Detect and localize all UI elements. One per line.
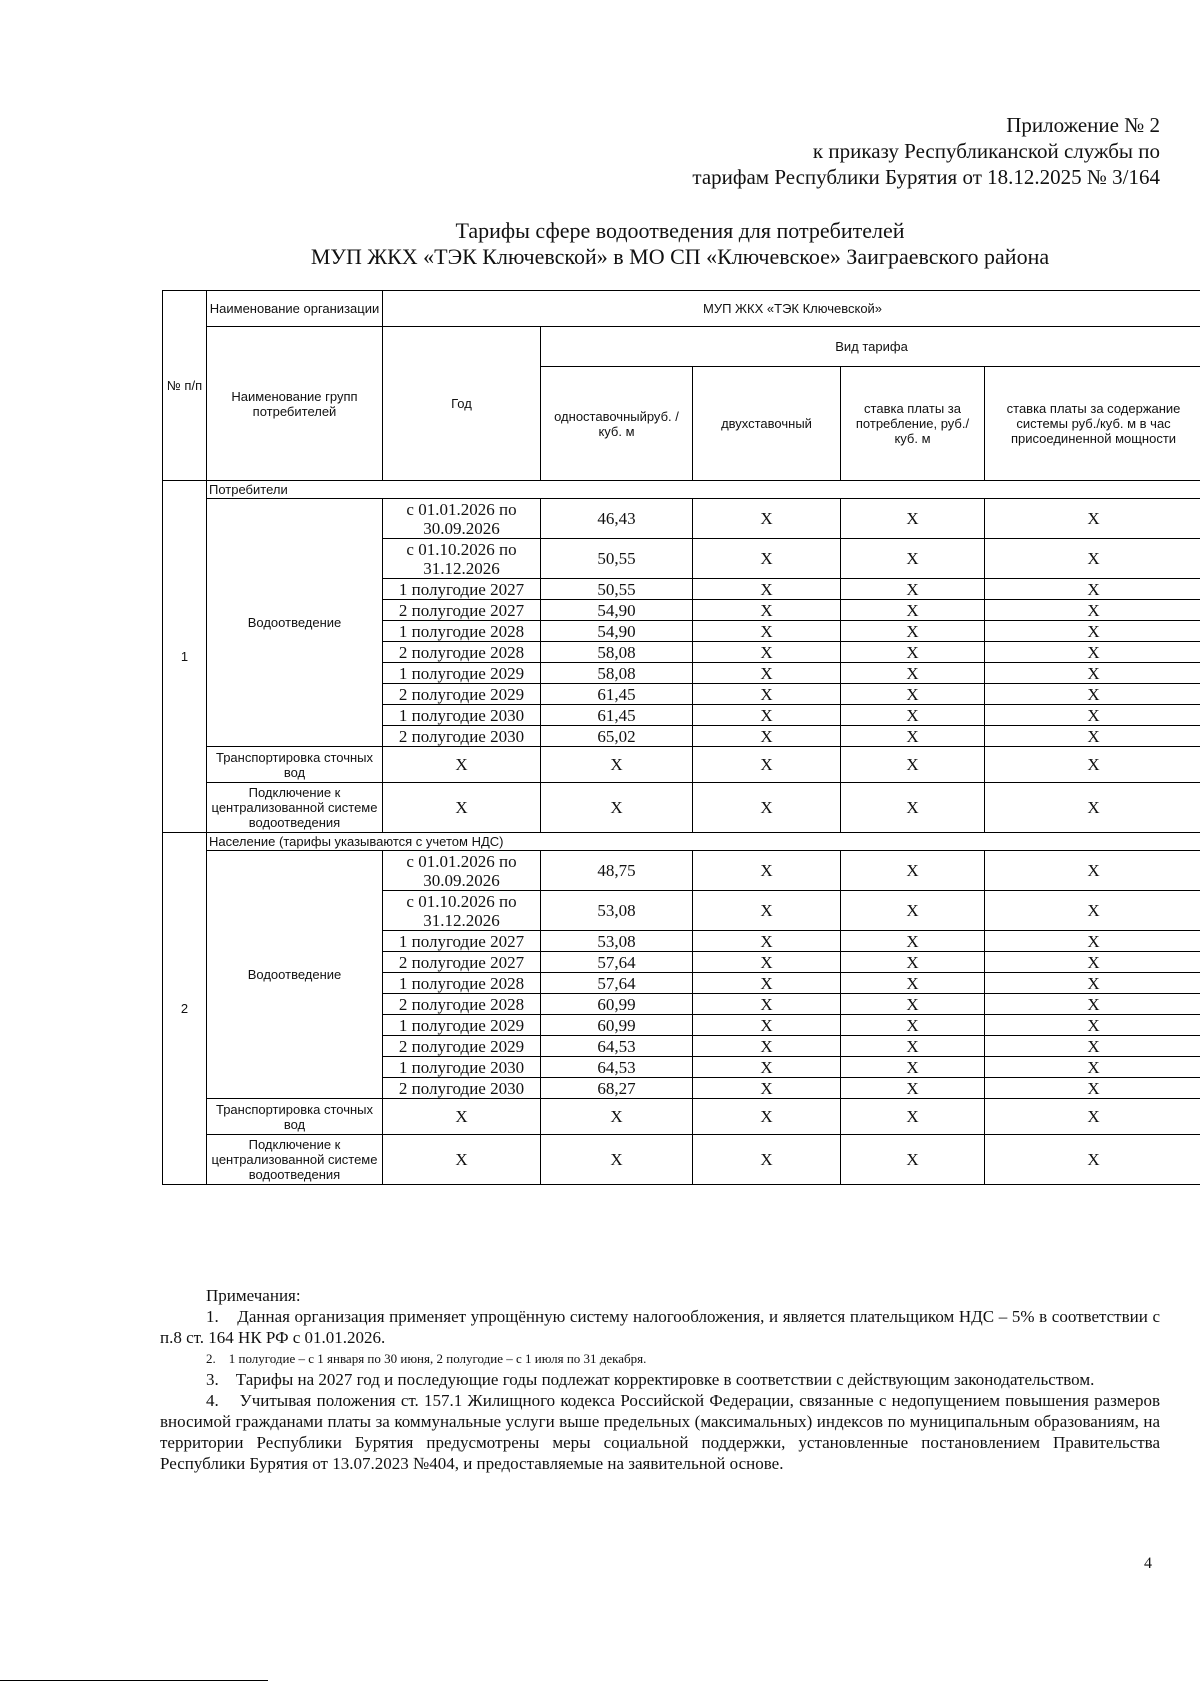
single-rate-value: 60,99 bbox=[541, 1015, 693, 1036]
maintenance-rate-value: X bbox=[985, 1078, 1200, 1099]
period-cell: 2 полугодие 2027 bbox=[383, 600, 541, 621]
two-rate-value: X bbox=[693, 1135, 841, 1185]
group-label: Наименование групп потребителей bbox=[207, 327, 383, 481]
single-rate-value: 46,43 bbox=[541, 499, 693, 539]
col-num-header: № п/п bbox=[163, 291, 207, 481]
tariff-type-label: Вид тарифа bbox=[541, 327, 1200, 367]
two-rate-value: X bbox=[693, 952, 841, 973]
single-rate-value: 60,99 bbox=[541, 994, 693, 1015]
single-rate-value: 64,53 bbox=[541, 1036, 693, 1057]
maintenance-rate-value: X bbox=[985, 499, 1200, 539]
appendix-number: Приложение № 2 bbox=[1006, 113, 1160, 137]
two-rate-value: X bbox=[693, 994, 841, 1015]
consumption-rate-value: X bbox=[841, 994, 985, 1015]
consumption-rate-value: X bbox=[841, 539, 985, 579]
two-rate-value: X bbox=[693, 851, 841, 891]
consumption-rate-value: X bbox=[841, 1057, 985, 1078]
single-rate-value: 58,08 bbox=[541, 663, 693, 684]
note-item-1: 1. Данная организация применяет упрощённую систему налогообложения, и является плательщиком НДС – 5% в соответствии с п.8 ст. 164 НК РФ с 01.01.2026. bbox=[160, 1307, 1160, 1347]
period-cell: 2 полугодие 2029 bbox=[383, 684, 541, 705]
maintenance-rate-value: X bbox=[985, 1015, 1200, 1036]
two-rate-value: X bbox=[693, 726, 841, 747]
maintenance-rate-value: X bbox=[985, 783, 1200, 833]
note-item-4: 4. Учитывая положения ст. 157.1 Жилищного кодекса Российской Федерации, связанные с недопущением повышения размеров вносимой гражданами платы за коммунальные услуги выше предельных (максимальных) индексов по муниципальным образованиям, на территории Республики Бурятия предусмотрены меры социальной поддержки, установленные постановлением Правительства Республики Бурятия от 13.07.2023 №404, и предоставляемые на заявительной основе. bbox=[160, 1391, 1160, 1473]
service-label: Подключение к централизованной системе водоотведения bbox=[207, 1135, 383, 1185]
tariff-table bbox=[162, 290, 1200, 1185]
two-rate-value: X bbox=[693, 1036, 841, 1057]
consumption-rate-value: X bbox=[841, 952, 985, 973]
consumption-rate-value: X bbox=[841, 579, 985, 600]
consumption-rate-value: X bbox=[841, 931, 985, 952]
consumption-rate-value: X bbox=[841, 684, 985, 705]
appendix-order-date: тарифам Республики Бурятия от 18.12.2025 № 3/164 bbox=[692, 165, 1160, 189]
two-rate-value: X bbox=[693, 747, 841, 783]
consumption-rate-value: X bbox=[841, 1036, 985, 1057]
year-cell: X bbox=[383, 747, 541, 783]
year-cell: X bbox=[383, 1099, 541, 1135]
single-rate-value: 57,64 bbox=[541, 952, 693, 973]
period-cell: 2 полугодие 2027 bbox=[383, 952, 541, 973]
period-cell: 2 полугодие 2030 bbox=[383, 1078, 541, 1099]
maintenance-rate-value: X bbox=[985, 600, 1200, 621]
two-rate-value: X bbox=[693, 579, 841, 600]
single-rate-value: 48,75 bbox=[541, 851, 693, 891]
two-rate-value: X bbox=[693, 642, 841, 663]
maintenance-rate-value: X bbox=[985, 726, 1200, 747]
appendix-header bbox=[692, 112, 1160, 190]
period-cell: 1 полугодие 2030 bbox=[383, 705, 541, 726]
two-rate-value: X bbox=[693, 621, 841, 642]
consumption-rate-value: X bbox=[841, 783, 985, 833]
maintenance-rate-value: X bbox=[985, 973, 1200, 994]
single-rate-value: X bbox=[541, 783, 693, 833]
consumption-rate-value: X bbox=[841, 726, 985, 747]
maintenance-rate-value: X bbox=[985, 1057, 1200, 1078]
two-rate-value: X bbox=[693, 783, 841, 833]
note-item-2: 2. 1 полугодие – с 1 января по 30 июня, 2 полугодие – с 1 июля по 31 декабря. bbox=[206, 1351, 647, 1366]
single-rate-value: 54,90 bbox=[541, 600, 693, 621]
notes bbox=[160, 1285, 1160, 1474]
maintenance-rate-value: X bbox=[985, 1099, 1200, 1135]
period-cell: с 01.01.2026 по 30.09.2026 bbox=[383, 851, 541, 891]
group-name: Водоотведение bbox=[207, 499, 383, 747]
single-rate-value: X bbox=[541, 1135, 693, 1185]
single-rate-value: 50,55 bbox=[541, 579, 693, 600]
consumption-rate-value: X bbox=[841, 642, 985, 663]
single-rate-value: 61,45 bbox=[541, 684, 693, 705]
year-cell: X bbox=[383, 1135, 541, 1185]
period-cell: 2 полугодие 2029 bbox=[383, 1036, 541, 1057]
org-label: Наименование организации bbox=[207, 291, 383, 327]
consumption-rate-value: X bbox=[841, 705, 985, 726]
two-rate-value: X bbox=[693, 1078, 841, 1099]
period-cell: 1 полугодие 2027 bbox=[383, 579, 541, 600]
single-rate-value: 58,08 bbox=[541, 642, 693, 663]
col-consumption-rate: ставка платы за потребление, руб./ куб. м bbox=[841, 367, 985, 481]
maintenance-rate-value: X bbox=[985, 621, 1200, 642]
maintenance-rate-value: X bbox=[985, 1135, 1200, 1185]
consumption-rate-value: X bbox=[841, 1099, 985, 1135]
consumption-rate-value: X bbox=[841, 1078, 985, 1099]
org-name: МУП ЖКХ «ТЭК Ключевской» bbox=[383, 291, 1200, 327]
year-label: Год bbox=[383, 327, 541, 481]
section-label-row bbox=[163, 833, 1200, 851]
single-rate-value: 53,08 bbox=[541, 891, 693, 931]
title-line-1: Тарифы сфере водоотведения для потребителей bbox=[455, 218, 905, 243]
single-rate-value: 61,45 bbox=[541, 705, 693, 726]
maintenance-rate-value: X bbox=[985, 642, 1200, 663]
maintenance-rate-value: X bbox=[985, 952, 1200, 973]
service-label: Подключение к централизованной системе водоотведения bbox=[207, 783, 383, 833]
maintenance-rate-value: X bbox=[985, 705, 1200, 726]
appendix-order-ref: к приказу Республиканской службы по bbox=[812, 139, 1160, 163]
document-title bbox=[200, 218, 1160, 270]
consumption-rate-value: X bbox=[841, 621, 985, 642]
service-label: Транспортировка сточных вод bbox=[207, 747, 383, 783]
maintenance-rate-value: X bbox=[985, 579, 1200, 600]
two-rate-value: X bbox=[693, 1015, 841, 1036]
consumption-rate-value: X bbox=[841, 1015, 985, 1036]
maintenance-rate-value: X bbox=[985, 994, 1200, 1015]
group-name: Водоотведение bbox=[207, 851, 383, 1099]
table-row bbox=[163, 1099, 1200, 1135]
consumption-rate-value: X bbox=[841, 891, 985, 931]
consumption-rate-value: X bbox=[841, 851, 985, 891]
two-rate-value: X bbox=[693, 499, 841, 539]
single-rate-value: 64,53 bbox=[541, 1057, 693, 1078]
page-number: 4 bbox=[1144, 1555, 1152, 1572]
two-rate-value: X bbox=[693, 1099, 841, 1135]
period-cell: с 01.01.2026 по 30.09.2026 bbox=[383, 499, 541, 539]
col-two-rate: двухставочный bbox=[693, 367, 841, 481]
section-number: 1 bbox=[163, 481, 207, 833]
two-rate-value: X bbox=[693, 705, 841, 726]
period-cell: 1 полугодие 2030 bbox=[383, 1057, 541, 1078]
single-rate-value: 65,02 bbox=[541, 726, 693, 747]
title-line-2: МУП ЖКХ «ТЭК Ключевской» в МО СП «Ключевское» Заиграевского района bbox=[310, 244, 1050, 269]
maintenance-rate-value: X bbox=[985, 1036, 1200, 1057]
period-cell: 2 полугодие 2028 bbox=[383, 994, 541, 1015]
maintenance-rate-value: X bbox=[985, 747, 1200, 783]
single-rate-value: 68,27 bbox=[541, 1078, 693, 1099]
period-cell: 1 полугодие 2028 bbox=[383, 973, 541, 994]
maintenance-rate-value: X bbox=[985, 931, 1200, 952]
two-rate-value: X bbox=[693, 600, 841, 621]
notes-heading: Примечания: bbox=[206, 1286, 301, 1305]
section-label: Потребители bbox=[207, 481, 1200, 499]
maintenance-rate-value: X bbox=[985, 539, 1200, 579]
consumption-rate-value: X bbox=[841, 747, 985, 783]
single-rate-value: X bbox=[541, 1099, 693, 1135]
year-cell: X bbox=[383, 783, 541, 833]
maintenance-rate-value: X bbox=[985, 684, 1200, 705]
maintenance-rate-value: X bbox=[985, 891, 1200, 931]
table-row bbox=[163, 499, 1200, 539]
two-rate-value: X bbox=[693, 973, 841, 994]
col-maintenance-rate: ставка платы за содержание системы руб./куб. м в час присоединенной мощности bbox=[985, 367, 1200, 481]
section-number: 2 bbox=[163, 833, 207, 1185]
two-rate-value: X bbox=[693, 1057, 841, 1078]
table-row bbox=[163, 747, 1200, 783]
section-label: Население (тарифы указываются с учетом НДС) bbox=[207, 833, 1200, 851]
period-cell: 2 полугодие 2030 bbox=[383, 726, 541, 747]
table-row bbox=[163, 783, 1200, 833]
period-cell: с 01.10.2026 по 31.12.2026 bbox=[383, 539, 541, 579]
table-row bbox=[163, 851, 1200, 891]
note-item-3: 3. Тарифы на 2027 год и последующие годы подлежат корректировке в соответствии с действующим законодательством. bbox=[206, 1370, 1095, 1389]
single-rate-value: 50,55 bbox=[541, 539, 693, 579]
period-cell: 1 полугодие 2029 bbox=[383, 1015, 541, 1036]
two-rate-value: X bbox=[693, 684, 841, 705]
two-rate-value: X bbox=[693, 539, 841, 579]
period-cell: 1 полугодие 2028 bbox=[383, 621, 541, 642]
maintenance-rate-value: X bbox=[985, 663, 1200, 684]
consumption-rate-value: X bbox=[841, 1135, 985, 1185]
service-label: Транспортировка сточных вод bbox=[207, 1099, 383, 1135]
two-rate-value: X bbox=[693, 891, 841, 931]
footer-rule bbox=[0, 1680, 268, 1681]
period-cell: 1 полугодие 2027 bbox=[383, 931, 541, 952]
period-cell: 2 полугодие 2028 bbox=[383, 642, 541, 663]
table-row bbox=[163, 1135, 1200, 1185]
two-rate-value: X bbox=[693, 931, 841, 952]
maintenance-rate-value: X bbox=[985, 851, 1200, 891]
col-single-rate: одноставочныйруб. / куб. м bbox=[541, 367, 693, 481]
consumption-rate-value: X bbox=[841, 973, 985, 994]
single-rate-value: 57,64 bbox=[541, 973, 693, 994]
consumption-rate-value: X bbox=[841, 600, 985, 621]
two-rate-value: X bbox=[693, 663, 841, 684]
consumption-rate-value: X bbox=[841, 663, 985, 684]
single-rate-value: X bbox=[541, 747, 693, 783]
consumption-rate-value: X bbox=[841, 499, 985, 539]
section-label-row bbox=[163, 481, 1200, 499]
single-rate-value: 53,08 bbox=[541, 931, 693, 952]
single-rate-value: 54,90 bbox=[541, 621, 693, 642]
period-cell: 1 полугодие 2029 bbox=[383, 663, 541, 684]
period-cell: с 01.10.2026 по 31.12.2026 bbox=[383, 891, 541, 931]
